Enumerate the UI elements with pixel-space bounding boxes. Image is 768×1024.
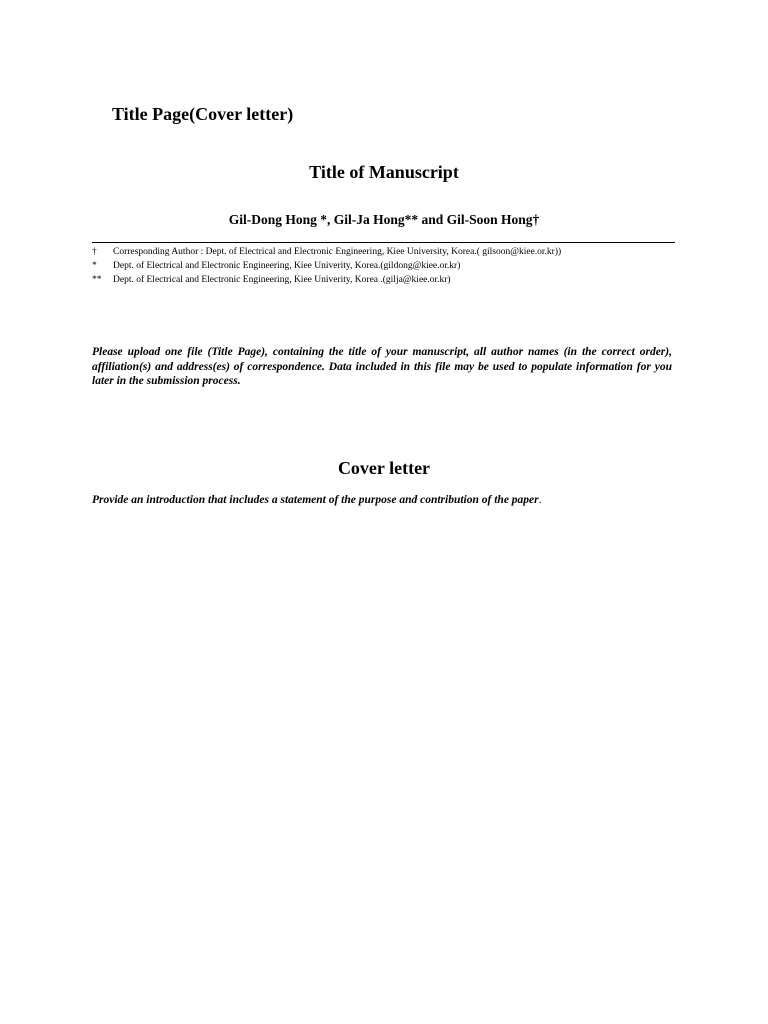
footnote-mark: * xyxy=(92,261,97,271)
footnote-mark: † xyxy=(92,247,97,257)
page-heading: Title Page(Cover letter) xyxy=(112,104,294,124)
footnote-text: Dept. of Electrical and Electronic Engineering, Kiee Univerity, Korea .(gilja@kiee.or.kr) xyxy=(113,275,451,285)
manuscript-title: Title of Manuscript xyxy=(309,162,459,182)
footnote-mark: ** xyxy=(92,275,102,285)
author-list: Gil-Dong Hong *, Gil-Ja Hong** and Gil-Soon Hong† xyxy=(228,212,540,227)
footnotes xyxy=(92,245,682,287)
cover-letter-text: Provide an introduction that includes a statement of the purpose and contribution of the paper xyxy=(92,494,539,506)
cover-letter-instructions xyxy=(92,494,682,506)
footnote-author-1 xyxy=(92,259,682,273)
cover-letter-period: . xyxy=(538,494,542,506)
footnote-divider xyxy=(92,242,675,243)
cover-letter-heading: Cover letter xyxy=(337,458,431,478)
footnote-text: Corresponding Author : Dept. of Electrical and Electronic Engineering, Kiee University, Korea.( gilsoon@kiee.or.kr)) xyxy=(113,247,562,257)
footnote-corresponding-author xyxy=(92,245,682,259)
upload-instructions: Please upload one file (Title Page), containing the title of your manuscript, all author names (in the correct order), affiliation(s) and address(es) of correspondence. Data included in this file may be used to populate information for you later in the submission process. xyxy=(92,346,672,387)
footnote-author-2 xyxy=(92,273,682,287)
footnote-text: Dept. of Electrical and Electronic Engineering, Kiee Univerity, Korea.(gildong@kiee.or.kr) xyxy=(113,261,461,271)
